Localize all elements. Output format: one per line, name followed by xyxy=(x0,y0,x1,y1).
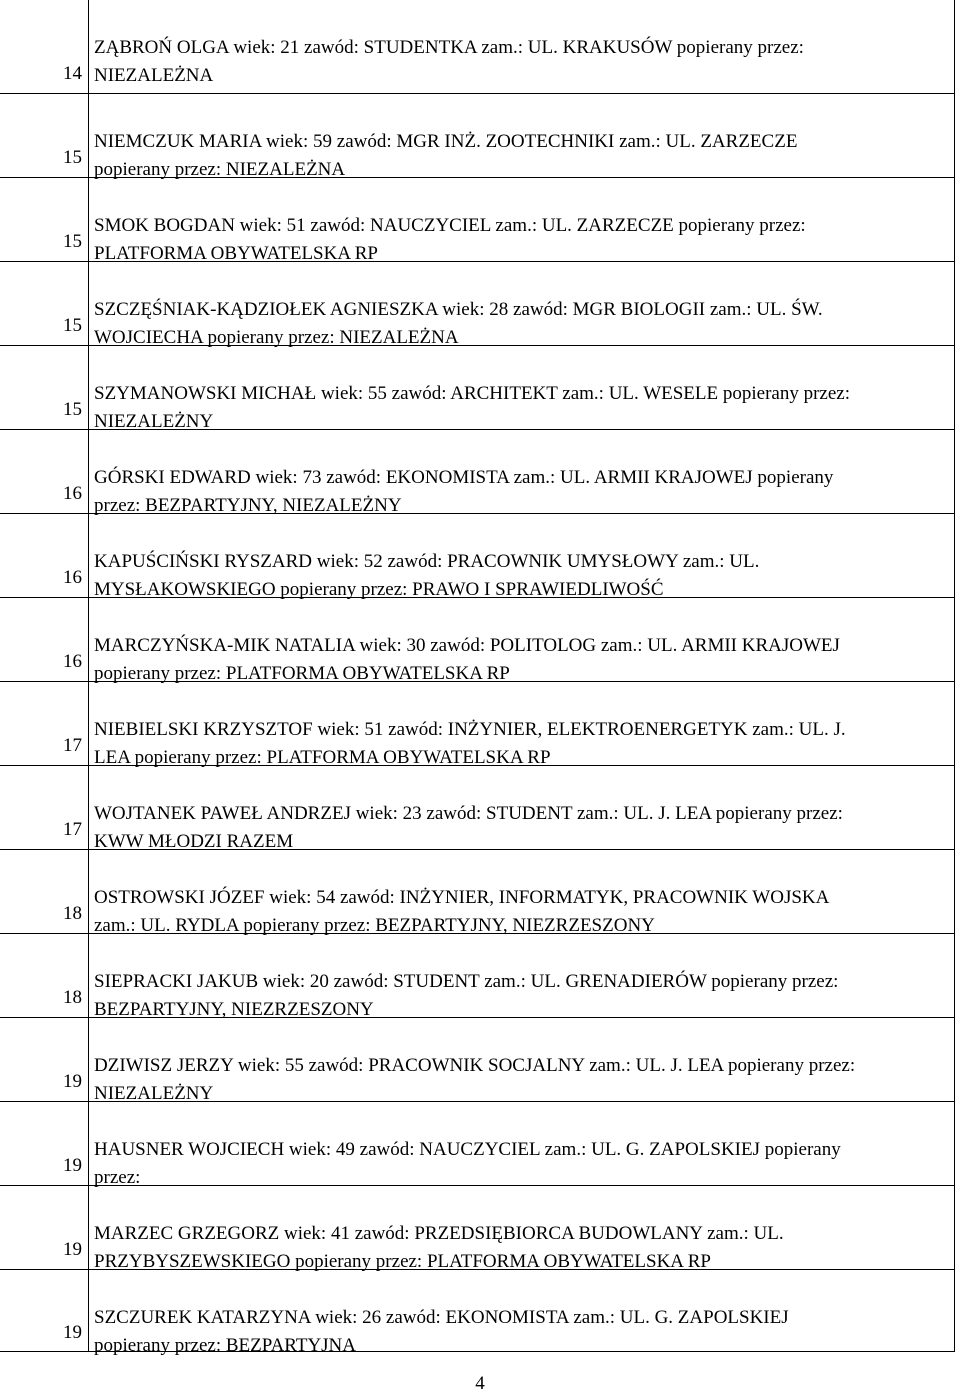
row-number: 15 xyxy=(63,231,82,252)
row-text-line1: NIEMCZUK MARIA wiek: 59 zawód: MGR INŻ. ZOOTECHNIKI zam.: UL. ZARZECZE xyxy=(94,131,798,152)
page-number: 4 xyxy=(475,1373,485,1394)
row-text-line2: przez: BEZPARTYJNY, NIEZALEŻNY xyxy=(94,495,402,516)
row-text-line2: KWW MŁODZI RAZEM xyxy=(94,831,294,852)
row-text xyxy=(94,1304,944,1360)
row-number: 18 xyxy=(63,987,82,1008)
row-text xyxy=(94,380,944,436)
row-text xyxy=(94,548,944,604)
row-text-line1: GÓRSKI EDWARD wiek: 73 zawód: EKONOMISTA zam.: UL. ARMII KRAJOWEJ popierany xyxy=(94,467,834,488)
row-text-line2: LEA popierany przez: PLATFORMA OBYWATELSKA RP xyxy=(94,747,551,768)
row-text xyxy=(94,1220,944,1276)
row-text-line2: popierany przez: NIEZALEŻNA xyxy=(94,159,346,180)
row-text-line2: PRZYBYSZEWSKIEGO popierany przez: PLATFORMA OBYWATELSKA RP xyxy=(94,1251,711,1272)
row-text-line2: NIEZALEŻNA xyxy=(94,65,214,86)
row-number: 16 xyxy=(63,651,82,672)
row-text-line2: MYSŁAKOWSKIEGO popierany przez: PRAWO I SPRAWIEDLIWOŚĆ xyxy=(94,579,664,600)
row-number: 19 xyxy=(63,1071,82,1092)
row-text-line2: przez: xyxy=(94,1167,141,1188)
row-text-line1: MARZEC GRZEGORZ wiek: 41 zawód: PRZEDSIĘBIORCA BUDOWLANY zam.: UL. xyxy=(94,1223,784,1244)
row-number: 15 xyxy=(63,147,82,168)
row-number: 17 xyxy=(63,819,82,840)
row-text-line1: ZĄBROŃ OLGA wiek: 21 zawód: STUDENTKA zam.: UL. KRAKUSÓW popierany przez: xyxy=(94,37,804,58)
table-row xyxy=(0,514,955,598)
row-text xyxy=(94,800,944,856)
table-row xyxy=(0,682,955,766)
row-text xyxy=(94,1136,944,1192)
row-text xyxy=(94,1052,944,1108)
table-row xyxy=(0,1186,955,1270)
row-text-line2: popierany przez: BEZPARTYJNA xyxy=(94,1335,357,1356)
row-text xyxy=(94,632,944,688)
table-row xyxy=(0,178,955,262)
row-text-line2: PLATFORMA OBYWATELSKA RP xyxy=(94,243,378,264)
row-number: 16 xyxy=(63,567,82,588)
row-number: 14 xyxy=(63,63,82,84)
row-text-line1: SZCZUREK KATARZYNA wiek: 26 zawód: EKONOMISTA zam.: UL. G. ZAPOLSKIEJ xyxy=(94,1307,789,1328)
row-text-line1: SMOK BOGDAN wiek: 51 zawód: NAUCZYCIEL zam.: UL. ZARZECZE popierany przez: xyxy=(94,215,806,236)
row-text-line1: KAPUŚCIŃSKI RYSZARD wiek: 52 zawód: PRACOWNIK UMYSŁOWY zam.: UL. xyxy=(94,551,760,572)
row-number: 17 xyxy=(63,735,82,756)
row-text-line1: OSTROWSKI JÓZEF wiek: 54 zawód: INŻYNIER, INFORMATYK, PRACOWNIK WOJSKA xyxy=(94,887,830,908)
row-number: 19 xyxy=(63,1239,82,1260)
row-text-line2: NIEZALEŻNY xyxy=(94,411,214,432)
row-text xyxy=(94,212,944,268)
row-text-line2: BEZPARTYJNY, NIEZRZESZONY xyxy=(94,999,374,1020)
row-text-line1: MARCZYŃSKA-MIK NATALIA wiek: 30 zawód: POLITOLOG zam.: UL. ARMII KRAJOWEJ xyxy=(94,635,840,656)
table-row xyxy=(0,766,955,850)
table-row xyxy=(0,262,955,346)
row-text xyxy=(94,884,944,940)
row-text-line2: popierany przez: PLATFORMA OBYWATELSKA RP xyxy=(94,663,510,684)
row-number: 15 xyxy=(63,399,82,420)
row-text-line1: WOJTANEK PAWEŁ ANDRZEJ wiek: 23 zawód: STUDENT zam.: UL. J. LEA popierany przez: xyxy=(94,803,843,824)
row-text-line2: WOJCIECHA popierany przez: NIEZALEŻNA xyxy=(94,327,459,348)
table-row xyxy=(0,1102,955,1186)
row-text-line1: SZCZĘŚNIAK-KĄDZIOŁEK AGNIESZKA wiek: 28 zawód: MGR BIOLOGII zam.: UL. ŚW. xyxy=(94,299,823,320)
row-text xyxy=(94,128,944,184)
row-number: 19 xyxy=(63,1322,82,1343)
row-text-line1: SZYMANOWSKI MICHAŁ wiek: 55 zawód: ARCHITEKT zam.: UL. WESELE popierany przez: xyxy=(94,383,850,404)
row-text-line1: NIEBIELSKI KRZYSZTOF wiek: 51 zawód: INŻYNIER, ELEKTROENERGETYK zam.: UL. J. xyxy=(94,719,846,740)
row-number: 19 xyxy=(63,1155,82,1176)
row-text xyxy=(94,968,944,1024)
table-row xyxy=(0,346,955,430)
table-row xyxy=(0,0,955,94)
row-text xyxy=(94,716,944,772)
table-row xyxy=(0,94,955,178)
row-text-line1: HAUSNER WOJCIECH wiek: 49 zawód: NAUCZYCIEL zam.: UL. G. ZAPOLSKIEJ popierany xyxy=(94,1139,841,1160)
row-text xyxy=(94,464,944,520)
table-row xyxy=(0,1018,955,1102)
row-text-line1: SIEPRACKI JAKUB wiek: 20 zawód: STUDENT zam.: UL. GRENADIERÓW popierany przez: xyxy=(94,971,839,992)
row-text-line1: DZIWISZ JERZY wiek: 55 zawód: PRACOWNIK SOCJALNY zam.: UL. J. LEA popierany przez: xyxy=(94,1055,856,1076)
table-row xyxy=(0,850,955,934)
table-row xyxy=(0,1270,955,1356)
row-number: 16 xyxy=(63,483,82,504)
row-text xyxy=(94,296,944,352)
table-row xyxy=(0,598,955,682)
row-text-line2: zam.: UL. RYDLA popierany przez: BEZPARTYJNY, NIEZRZESZONY xyxy=(94,915,655,936)
row-number: 15 xyxy=(63,315,82,336)
row-number: 18 xyxy=(63,903,82,924)
row-text xyxy=(94,34,944,90)
table-row xyxy=(0,934,955,1018)
table-row xyxy=(0,430,955,514)
row-text-line2: NIEZALEŻNY xyxy=(94,1083,214,1104)
